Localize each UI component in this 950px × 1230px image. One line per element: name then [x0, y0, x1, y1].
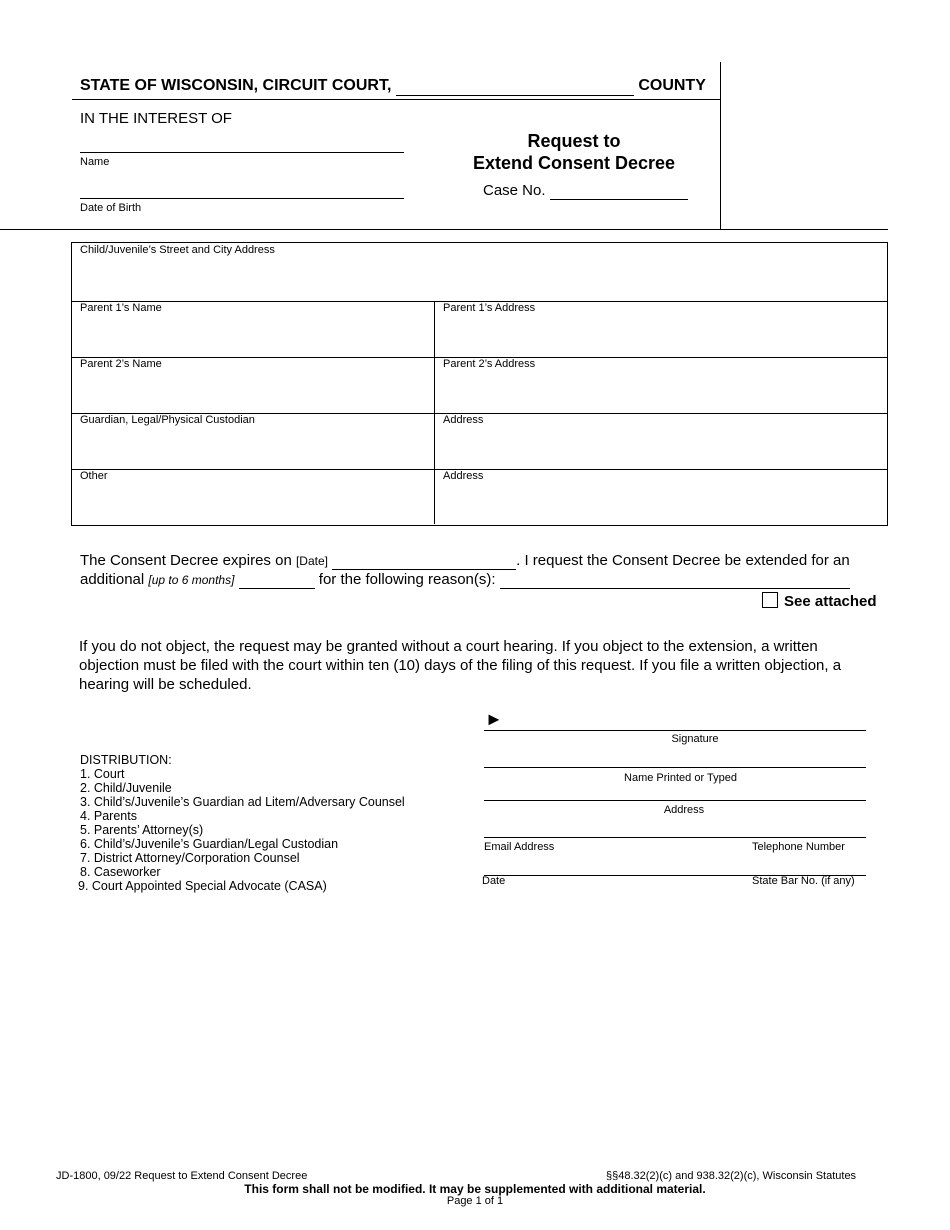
court-prefix: STATE OF WISCONSIN, CIRCUIT COURT, [80, 77, 392, 94]
dob-field[interactable] [80, 198, 404, 199]
header-rule [72, 99, 720, 100]
name-field[interactable] [80, 152, 404, 153]
request-line-1 [80, 552, 850, 570]
address-label: Address [663, 804, 705, 816]
other-address-label: Address [443, 470, 484, 482]
guardian-label: Guardian, Legal/Physical Custodian [80, 414, 255, 426]
date-label: Date [482, 875, 506, 887]
statutes: §§48.32(2)(c) and 938.32(2)(c), Wisconsin Statutes [606, 1170, 857, 1182]
dob-label: Date of Birth [80, 202, 142, 214]
parent2-name-label: Parent 2’s Name [80, 358, 162, 370]
child-address-field[interactable] [72, 258, 886, 300]
see-attached-checkbox[interactable] [762, 592, 778, 608]
extend-text: . I request the Consent Decree be extended for an [516, 552, 850, 569]
request-line-2 [80, 571, 850, 589]
form-id: JD-1800, 09/22 Request to Extend Consent Decree [56, 1170, 308, 1182]
months-field[interactable] [239, 571, 315, 589]
phone-label: Telephone Number [752, 841, 845, 853]
expires-text: The Consent Decree expires on [80, 552, 292, 569]
printed-name-label: Name Printed or Typed [624, 772, 737, 784]
date-hint: [Date] [295, 554, 328, 568]
header-vertical-divider [720, 62, 721, 230]
interest-of-label: IN THE INTEREST OF [80, 110, 232, 127]
list-item: 5. Parents’ Attorney(s) [80, 823, 204, 837]
header-bottom-rule [0, 229, 888, 230]
case-no-label: Case No. [483, 182, 546, 199]
signature-arrow-icon: ► [485, 709, 503, 729]
see-attached-label: See attached [784, 593, 877, 610]
list-item: 4. Parents [80, 809, 137, 823]
modification-notice: This form shall not be modified. It may be supplemented with additional material. [244, 1182, 706, 1196]
additional-text: additional [80, 571, 145, 588]
distribution-list [80, 753, 405, 893]
email-phone-field[interactable] [484, 837, 866, 838]
county-label: COUNTY [638, 77, 706, 94]
case-no-field[interactable] [550, 182, 688, 200]
address-field[interactable] [484, 800, 866, 801]
other-label: Other [80, 470, 108, 482]
title-line-2: Extend Consent Decree [472, 153, 676, 173]
email-label: Email Address [484, 841, 555, 853]
distribution-heading: DISTRIBUTION: [80, 753, 172, 767]
months-hint: [up to 6 months] [148, 573, 235, 587]
list-item: 6. Child’s/Juvenile’s Guardian/Legal Custodian [80, 837, 339, 851]
objection-notice: If you do not object, the request may be granted without a court hearing. If you object to the extension, a written objection must be filed with the court within ten (10) days of the filing of this request. If you file a written objection, a hearing will be scheduled. [79, 638, 842, 693]
list-item: 8. Caseworker [80, 865, 161, 879]
parent1-name-label: Parent 1’s Name [80, 302, 162, 314]
parent2-address-label: Parent 2’s Address [443, 358, 536, 370]
name-label: Name [80, 156, 110, 168]
list-item: 1. Court [80, 767, 125, 781]
page-number: Page 1 of 1 [446, 1195, 504, 1207]
table-column-divider [434, 301, 435, 524]
signature-label: Signature [671, 733, 719, 745]
title-line-1: Request to [527, 131, 621, 151]
case-no [483, 182, 688, 200]
signature-field[interactable] [484, 730, 866, 731]
bar-number-label: State Bar No. (if any) [752, 875, 855, 887]
see-attached [762, 592, 877, 610]
list-item: 2. Child/Juvenile [80, 781, 172, 795]
list-item: 3. Child’s/Juvenile’s Guardian ad Litem/Adversary Counsel [80, 795, 405, 809]
court-heading [80, 77, 706, 96]
form-title [445, 130, 703, 174]
reasons-text: for the following reason(s): [318, 571, 496, 588]
printed-name-field[interactable] [484, 767, 866, 768]
county-name-field[interactable] [396, 77, 634, 96]
child-address-label: Child/Juvenile’s Street and City Address [80, 244, 275, 256]
list-item: 9. Court Appointed Special Advocate (CASA) [78, 879, 327, 893]
parent1-address-label: Parent 1’s Address [443, 302, 536, 314]
expiration-date-field[interactable] [332, 552, 516, 570]
list-item: 7. District Attorney/Corporation Counsel [80, 851, 300, 865]
guardian-address-label: Address [443, 414, 484, 426]
reasons-field[interactable] [500, 571, 850, 589]
